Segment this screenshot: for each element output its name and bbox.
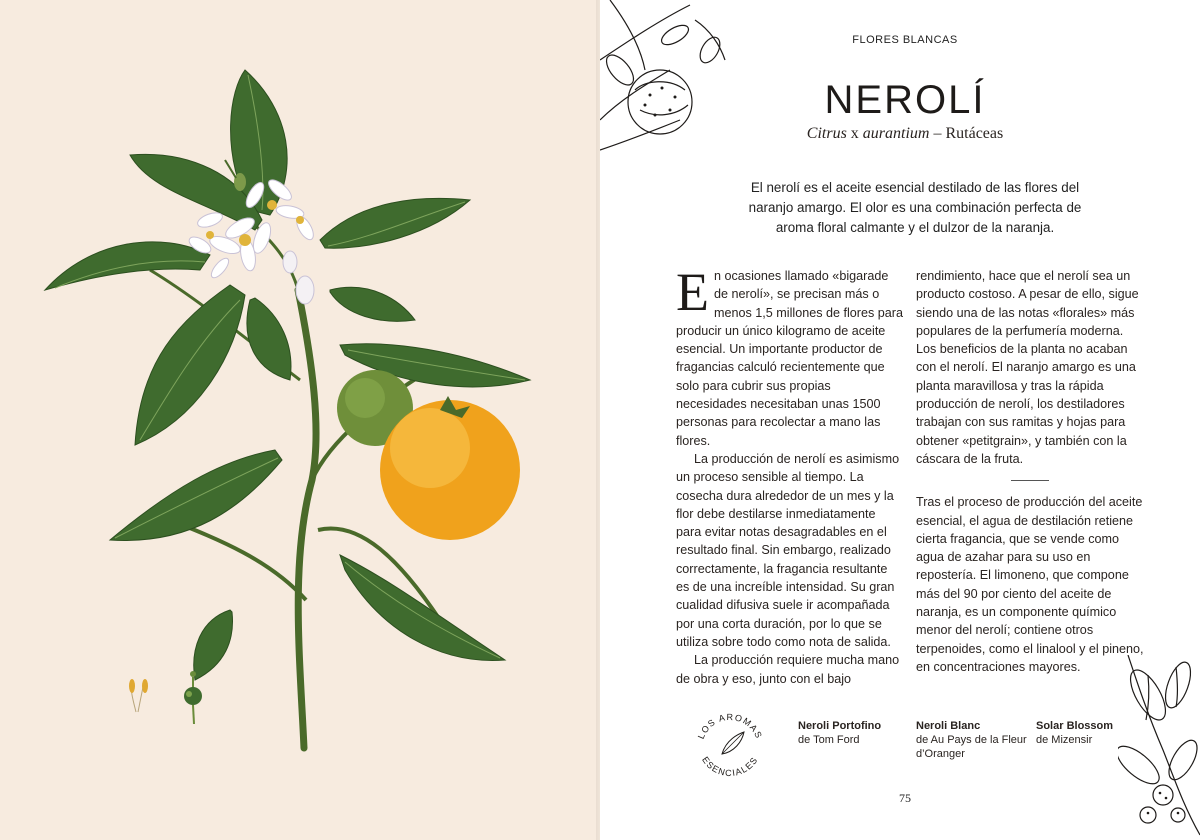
drop-cap: E <box>676 262 709 322</box>
species-name: aurantium <box>862 125 930 142</box>
aroma-name: Neroli Blanc <box>916 720 981 732</box>
aroma-item <box>798 719 908 747</box>
hybrid-sign: x <box>846 125 863 142</box>
body-paragraph: n ocasiones llamado «bigarade de nerolí», se precisan más o menos 1,5 millones de flores para producir un único kilogramo de aceite esencial. Un importante productor de fragancias calculó recientemente que solo para cubrir sus propias necesidades necesitaban unas 1500 personas para recolectar a mano las flores. <box>676 269 904 448</box>
flower-stamen-icon <box>129 679 148 712</box>
badge-line-1: LOS <box>695 716 718 741</box>
genus-name: Citrus <box>806 125 847 142</box>
leaf-icon <box>722 732 744 754</box>
aroma-name: Solar Blossom <box>1036 720 1114 732</box>
aroma-item <box>916 719 1031 761</box>
badge-line-3: ESENCIALES <box>700 754 760 779</box>
body-paragraph: La producción de nerolí es asimismo un proceso sensible al tiempo. La cosecha dura alrededor de un mes y la flor debe destilarse inmediatamente para evitar notas desagradables en el resultado final. Sin embargo, realizado correctamente, la fragancia resultante es de una increíble intensidad. Su gran cualidad difusiva suele ir acompañada por una corta duración, por lo que se utiliza sobre todo como nota de salida. <box>676 451 900 649</box>
body-paragraph: La producción requiere mucha mano de obra y eso, junto con el bajo <box>676 653 900 686</box>
svg-text:LOS AROMAS <box>696 712 764 741</box>
corner-citrus-engraving <box>1118 655 1200 840</box>
body-paragraph: rendimiento, hace que el nerolí sea un producto costoso. A pesar de ello, sigue siendo una de las notas «florales» más populares de la perfumería moderna. Los beneficios de la planta no acaban con el nerolí. El naranjo amargo es una planta maravillosa y tras la rápida producción de nerolí, los destiladores trabajan con sus ramitas y hojas para obtener «petitgrain», y también con la cáscara de la fruta. <box>916 269 1139 466</box>
intro-paragraph: El nerolí es el aceite esencial destilado de las flores del naranjo amargo. El olor es una combinación perfecta de aroma floral calmante y el dulzor de la naranja. <box>748 180 1082 235</box>
aromas-esenciales-badge <box>692 692 768 796</box>
corner-citrus-engraving <box>600 0 735 175</box>
body-column-left <box>676 262 904 688</box>
aroma-maker: de Tom Ford <box>798 734 860 746</box>
body-paragraph: Tras el proceso de producción del aceite esencial, el agua de destilación retiene cierta fragancia, que se vende como agua de azahar para su uso en repostería. El limoneno, que compone más del 90 por ciento del aceite de naranja, es un componente químico menor del nerolí; contiene otros terpenoides, como el linalool y el pineno, en concentraciones mayores. <box>916 495 1144 674</box>
running-head: FLORES BLANCAS <box>852 34 958 46</box>
page-number: 75 <box>899 791 911 805</box>
right-page <box>600 0 1200 840</box>
aroma-maker: de Au Pays de la Fleur d’Oranger <box>916 734 1027 760</box>
family-name: – Rutáceas <box>929 125 1004 142</box>
svg-text:ESENCIALES <box>700 755 760 778</box>
body-column-right <box>916 267 1144 676</box>
badge-line-2: AROMAS <box>717 711 765 741</box>
flower-pistil-icon <box>184 671 202 724</box>
page-title: NEROLÍ <box>824 78 986 122</box>
aroma-maker: de Mizensir <box>1036 734 1093 746</box>
section-divider <box>1011 480 1049 481</box>
aroma-name: Neroli Portofino <box>798 720 882 732</box>
botanical-name <box>730 125 1080 143</box>
